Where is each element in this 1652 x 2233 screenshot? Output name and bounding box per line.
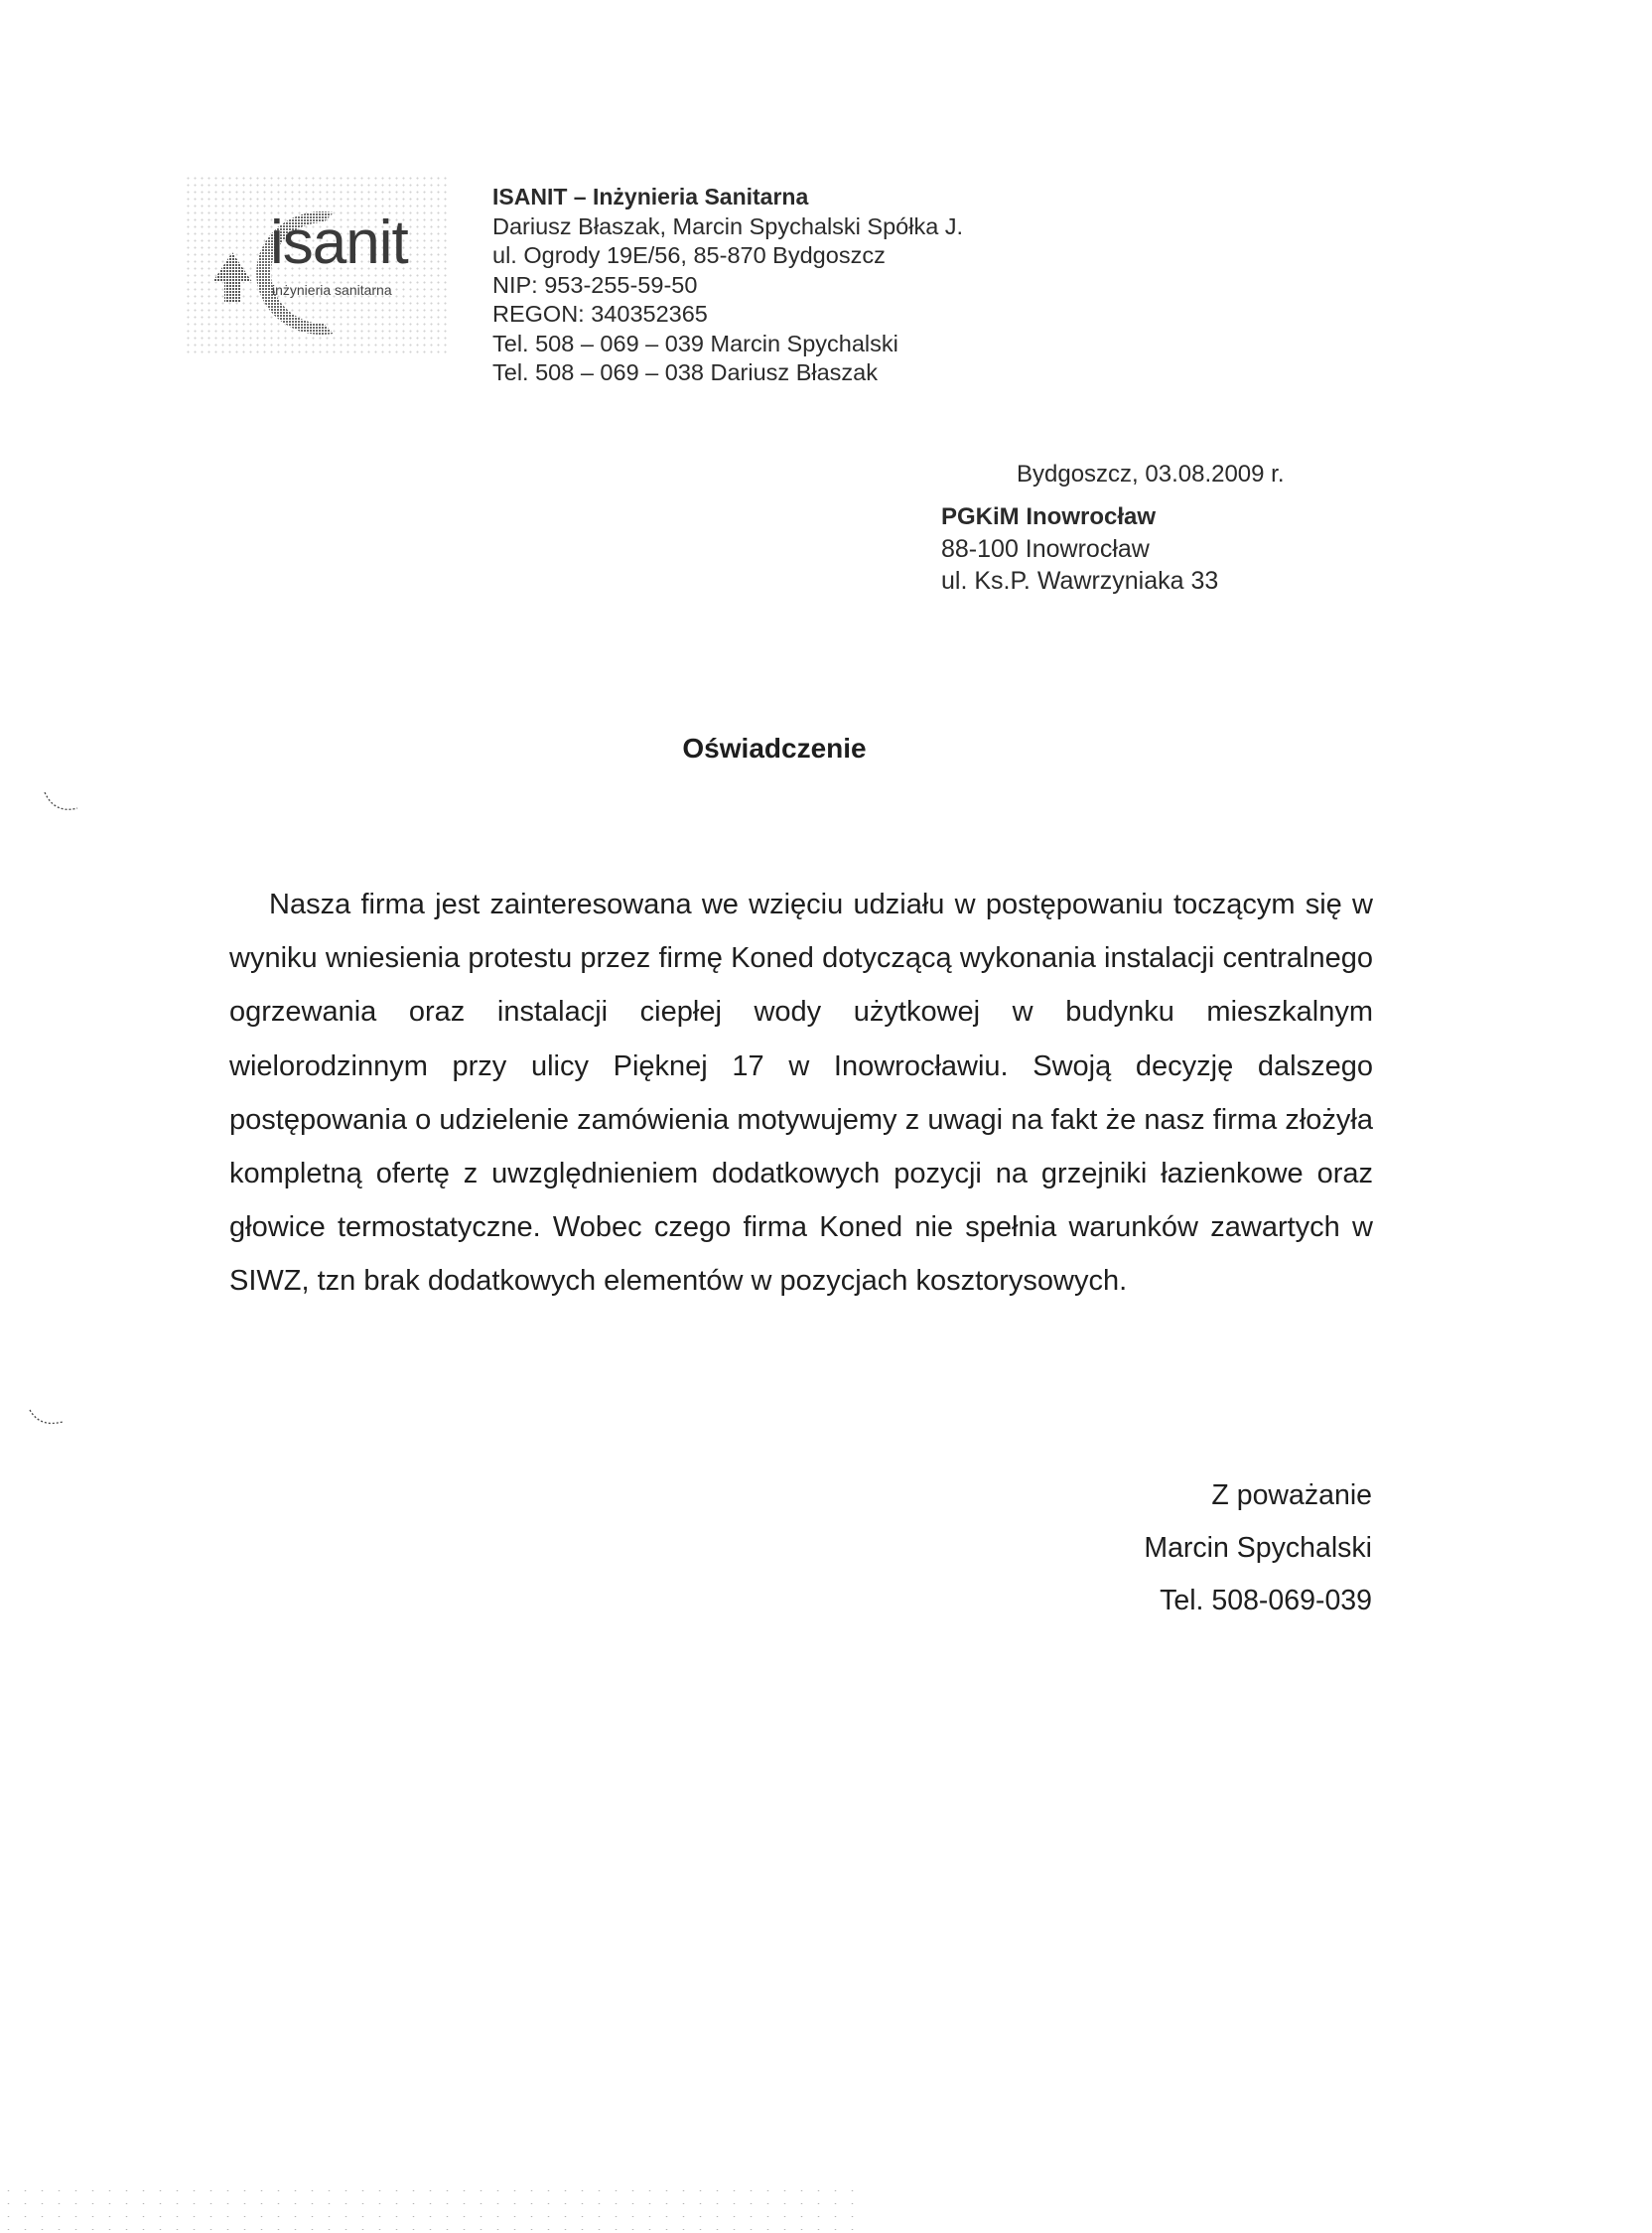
logo-subtitle: inżynieria sanitarna	[272, 282, 392, 298]
company-address: ul. Ogrody 19E/56, 85-870 Bydgoszcz	[492, 242, 886, 268]
recipient-block	[941, 501, 1218, 597]
company-owners: Dariusz Błaszak, Marcin Spychalski Spółka J.	[492, 212, 964, 239]
signatory-phone: Tel. 508-069-039	[1160, 1585, 1372, 1616]
signatory-name: Marcin Spychalski	[1144, 1532, 1372, 1564]
company-name: ISANIT – Inżynieria Sanitarna	[492, 184, 809, 209]
letter-date: Bydgoszcz, 03.08.2009 r.	[1017, 461, 1285, 488]
punch-hole-mark-icon	[30, 784, 89, 824]
company-phone-1: Tel. 508 – 069 – 039 Marcin Spychalski	[492, 330, 898, 356]
company-phone-2: Tel. 508 – 069 – 038 Dariusz Błaszak	[492, 359, 878, 385]
body-text: Nasza firma jest zainteresowana we wzięciu udziału w postępowaniu toczącym się w wyniku wniesienia protestu przez firmę Koned dotyczącą wykonania instalacji centralnego ogrzewania oraz instalacji ciepłej wody użytkowej w budynku mieszkalnym wielorodzinnym przy ulicy Pięknej 17 w Inowrocławiu. Swoją decyzję dalszego postępowania o udzielenie zamówienia motywujemy z uwagi na fakt że nasz firma złożyła kompletną ofertę z uwzględnieniem dodatkowych pozycji na grzejniki łazienkowe oraz głowice termostatyczne. Wobec czego firma Koned nie spełnia warunków zawartych w SIWZ, tzn brak dodatkowych elementów w pozycjach kosztorysowych.	[229, 889, 1373, 1298]
letterhead	[492, 183, 963, 388]
recipient-street: ul. Ks.P. Wawrzyniaka 33	[941, 567, 1219, 595]
closing-phrase: Z poważanie	[1211, 1479, 1372, 1511]
company-regon: REGON: 340352365	[492, 301, 708, 327]
signature-block	[1144, 1469, 1372, 1627]
punch-hole-mark-icon	[25, 1370, 84, 1430]
logo-wordmark: isanit	[270, 209, 408, 277]
document-title: Oświadczenie	[682, 733, 867, 764]
recipient-postcode: 88-100 Inowrocław	[941, 535, 1150, 563]
recipient-name: PGKiM Inowrocław	[941, 503, 1157, 530]
company-nip: NIP: 953-255-59-50	[492, 271, 698, 298]
body-paragraph	[229, 878, 1373, 1309]
company-logo	[185, 175, 447, 353]
scan-noise	[0, 2184, 854, 2233]
